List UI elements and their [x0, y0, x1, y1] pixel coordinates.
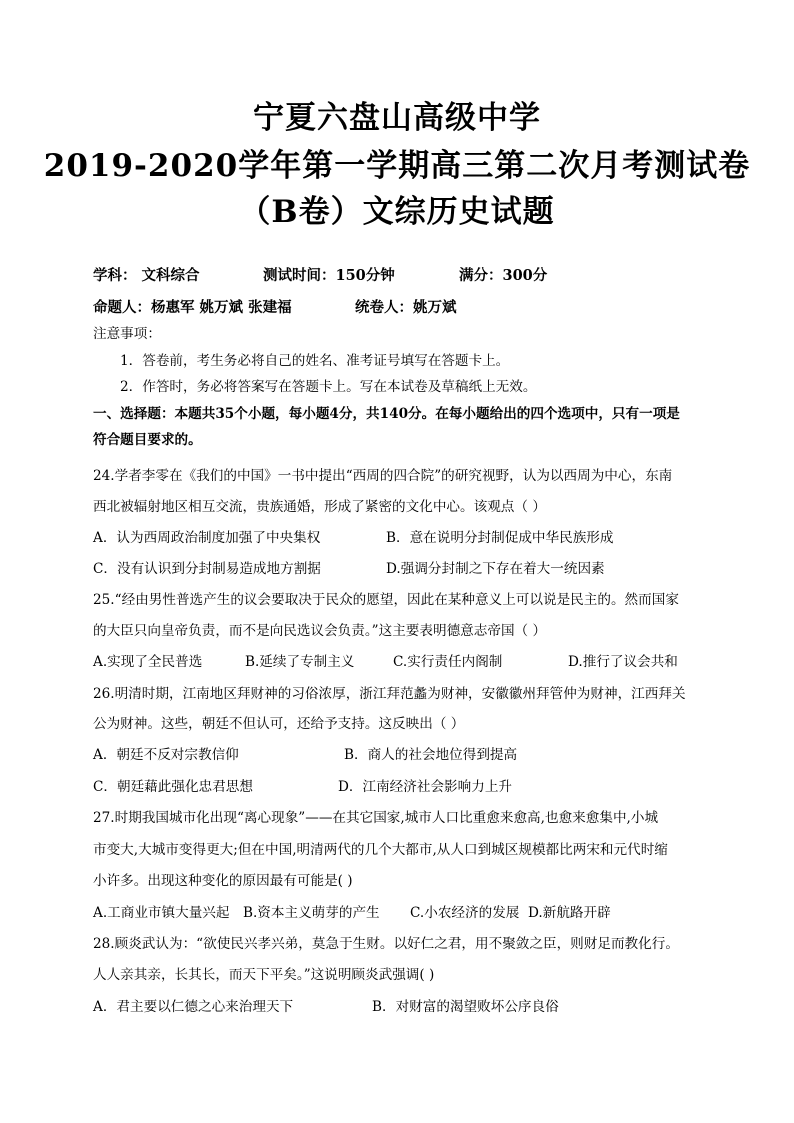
question-26-stem-cont: 公为财神。这些，朝廷不但认可，还给予支持。这反映出（ ） [93, 716, 465, 732]
section-instructions: 一、选择题：本题共35个小题，每小题4分，共140分。在每小题给出的四个选项中，只有一项是 [93, 406, 680, 422]
question-25-option-c: C.实行责任内阁制 [393, 654, 503, 670]
question-24-option-a: A．认为西周政治制度加强了中央集权 [93, 530, 321, 546]
question-26-option-a: A．朝廷不反对宗教信仰 [93, 747, 239, 763]
question-24-stem-cont: 西北被辐射地区相互交流，贵族通婚，形成了紧密的文化中心。该观点（ ） [93, 499, 546, 515]
question-27-option-a: A.工商业市镇大量兴起 [93, 905, 230, 921]
question-28-stem-cont: 人人亲其亲，长其长，而天下平矣。”这说明顾炎武强调( ) [93, 967, 435, 983]
question-24-option-b: B．意在说明分封制促成中华民族形成 [386, 530, 614, 546]
question-24-option-d: D.强调分封制之下存在着大一统因素 [386, 561, 605, 577]
question-25-option-d: D.推行了议会共和 [568, 654, 678, 670]
exam-meta-row1 [93, 266, 547, 286]
question-25-stem-cont: 的大臣只向皇帝负责，而不是向民选议会负责。”这主要表明德意志帝国（ ） [93, 623, 547, 639]
subject-label: 学科： 文科综合 [93, 267, 200, 284]
question-26-option-b: B．商人的社会地位得到提高 [344, 747, 518, 763]
question-25-stem: 25.“经由男性普选产生的议会要取决于民众的愿望，因此在某种意义上可以说是民主的。然而国家 [93, 592, 679, 608]
section-instructions-cont: 符合题目要求的。 [93, 432, 202, 448]
exam-title: 2019-2020学年第一学期高三第二次月考测试卷 [43, 148, 751, 184]
question-24-option-c: C．没有认识到分封制易造成地方割据 [93, 561, 321, 577]
time-label: 测试时间：150分钟 [263, 267, 395, 284]
score-label: 满分：300分 [459, 267, 548, 284]
question-28-option-a: A．君主要以仁德之心来治理天下 [93, 999, 294, 1015]
question-27-option-d: D.新航路开辟 [528, 905, 611, 921]
question-25-option-b: B.延续了专制主义 [245, 654, 355, 670]
question-27-stem-cont: 市变大,大城市变得更大;但在中国,明清两代的几个大都市,从人口到城区规模都比两宋和元代时缩 [93, 842, 668, 858]
question-24-stem: 24.学者李零在《我们的中国》一书中提出“西周的四合院”的研究视野，认为以西周为中心，东南 [93, 468, 673, 484]
compiler-label: 统卷人：姚万斌 [355, 299, 457, 316]
notes-heading: 注意事项： [93, 326, 161, 342]
question-26-stem: 26.明清时期，江南地区拜财神的习俗浓厚，浙江拜范蠡为财神，安徽徽州拜管仲为财神，江西拜关 [93, 686, 686, 702]
question-26-option-c: C．朝廷藉此强化忠君思想 [93, 779, 253, 795]
authors-label: 命题人：杨惠军 姚万斌 张建福 [93, 299, 292, 316]
question-27-option-b: B.资本主义萌芽的产生 [243, 905, 380, 921]
question-25-option-a: A.实现了全民普选 [93, 654, 203, 670]
question-27-stem: 27.时期我国城市化出现“离心现象”——在其它国家,城市人口比重愈来愈高,也愈来愈集中,小城 [93, 810, 659, 826]
note-item: 2．作答时，务必将答案写在答题卡上。写在本试卷及草稿纸上无效。 [120, 379, 537, 395]
school-title: 宁夏六盘山高级中学 [253, 100, 541, 136]
question-26-option-d: D．江南经济社会影响力上升 [338, 779, 513, 795]
question-27-option-c: C.小农经济的发展 [410, 905, 520, 921]
note-item: 1．答卷前，考生务必将自己的姓名、准考证号填写在答题卡上。 [120, 353, 510, 369]
exam-subtitle: （B卷）文综历史试题 [239, 194, 555, 230]
question-28-stem: 28.顾炎武认为：“欲使民兴孝兴弟，莫急于生财。以好仁之君，用不聚敛之臣，则财足而教化行。 [93, 936, 679, 952]
question-28-option-b: B．对财富的渴望败坏公序良俗 [372, 999, 559, 1015]
exam-meta-row2 [93, 298, 457, 318]
question-27-stem-cont2: 小许多。出现这种变化的原因最有可能是( ) [93, 873, 353, 889]
